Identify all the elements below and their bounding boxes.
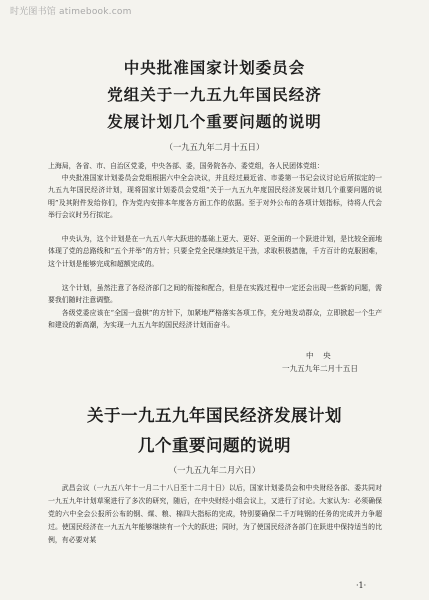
- section1-paragraph-2: 中央认为，这个计划是在一九五八年大跃进的基础上更大、更好、更全面的一个跃进计划，是比较全面地体现了党的总路线和“五个并举”的方针；只要全党全民继续鼓足干劲，求取积极措施，千方百计的克服困难，这个计划是能够完成和超额完成的。: [48, 235, 382, 268]
- section1-paragraph-3: 这个计划，虽然注意了各经济部门之间的衔接和配合，但是在实践过程中一定还会出现一些新的问题，需要我们随时注意调整。: [48, 284, 382, 305]
- watermark: 时光图书馆 atimebook.com: [10, 7, 132, 17]
- section1-title-line-2: 党组关于一九五九年国民经济: [107, 85, 322, 104]
- section1-title-line-1: 中央批准国家计划委员会: [123, 58, 306, 77]
- section1-addressee: 上海局，各省、市、自治区党委，中央各部、委，国务院各办、委党组，各人民团体党组：: [48, 162, 324, 170]
- page-number: ·1·: [356, 581, 367, 590]
- signature-date: 一九五九年二月十五日: [282, 364, 358, 373]
- section2-date: （一九五九年二月六日）: [168, 465, 261, 475]
- section2-paragraph: 武昌会议（一九五八年十一月二十八日至十二月十日）以后，国家计划委员会和中央财经各部、委共同对一九五九年计划草案进行了多次的研究，随后，在中央财经小组会议上，又进行了讨论。大家认为：必须确保党的六中全会公报所公布的钢、煤、粮、棉四大指标的完成，特别要确保二千万吨钢的任务的完成并力争超过。使国民经济在一九五九年能够继续有一个大的跃进；同时，为了使国民经济各部门在跃进中保持适当的比例，有必要对某: [48, 484, 382, 544]
- section1-paragraph-4: 各级党委应该在“全国一盘棋”的方针下，加紧地严格落实各项工作，充分地发动群众，立即掀起一个生产和建设的新高潮，为实现一九五九年的国民经济计划而奋斗。: [48, 309, 382, 330]
- section1-paragraph-1: 中央批准国家计划委员会党组根据六中全会决议，并且经过最近省、市委第一书记会议讨论后所拟定的一九五九年国民经济计划，现将国家计划委员会党组“关于一九五九年度国民经济发展计划几个重要问题的说明”及其附件发给你们，作为党内安排本年度各方面工作的依据。至于对外公布的各项计划指标，待将人代会举行会议时另行拟定。: [48, 174, 382, 219]
- section2-title-line-1: 关于一九五九年国民经济发展计划: [87, 406, 342, 425]
- signature: 中 央: [306, 351, 332, 360]
- section2-title-line-2: 几个重要问题的说明: [138, 436, 291, 455]
- section1-date: （一九五九年二月十五日）: [164, 142, 265, 152]
- section1-title-line-3: 发展计划几个重要问题的说明: [107, 112, 322, 131]
